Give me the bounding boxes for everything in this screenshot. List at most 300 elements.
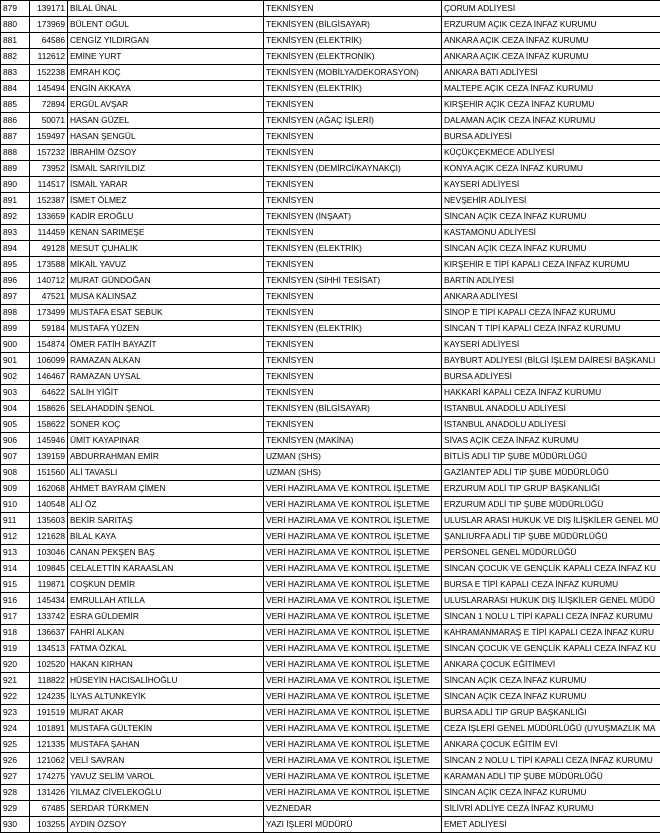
row-number-cell: 925 [1, 737, 30, 753]
row-number-cell: 920 [1, 657, 30, 673]
registry-number-cell: 119871 [30, 577, 68, 593]
row-number-cell: 916 [1, 593, 30, 609]
job-title-cell: TEKNİSYEN [264, 305, 442, 321]
job-title-cell: VERİ HAZIRLAMA VE KONTROL İŞLETME [264, 753, 442, 769]
table-row [1, 161, 660, 177]
table-row [1, 817, 660, 833]
registry-number-cell: 103255 [30, 817, 68, 833]
row-number-cell: 895 [1, 257, 30, 273]
table-row [1, 465, 660, 481]
table-row [1, 497, 660, 513]
job-title-cell: TEKNİSYEN (İNŞAAT) [264, 209, 442, 225]
row-number-cell: 890 [1, 177, 30, 193]
person-name-cell: İBRAHİM ÖZSOY [68, 145, 264, 161]
table-row [1, 305, 660, 321]
row-number-cell: 929 [1, 801, 30, 817]
row-number-cell: 910 [1, 497, 30, 513]
row-number-cell: 905 [1, 417, 30, 433]
table-row [1, 417, 660, 433]
person-name-cell: FAHRİ ALKAN [68, 625, 264, 641]
table-row [1, 481, 660, 497]
registry-number-cell: 121628 [30, 529, 68, 545]
registry-number-cell: 139171 [30, 1, 68, 17]
registry-number-cell: 106099 [30, 353, 68, 369]
person-name-cell: SALİH YİĞİT [68, 385, 264, 401]
registry-number-cell: 112612 [30, 49, 68, 65]
assigned-unit-cell: BARTIN ADLİYESİ [442, 273, 660, 289]
registry-number-cell: 133742 [30, 609, 68, 625]
assigned-unit-cell: ÇORUM ADLİYESİ [442, 1, 660, 17]
registry-number-cell: 151560 [30, 465, 68, 481]
person-name-cell: EMRAH KOÇ [68, 65, 264, 81]
person-name-cell: ERGÜL AVŞAR [68, 97, 264, 113]
person-name-cell: CENGİZ YILDIRGAN [68, 33, 264, 49]
person-name-cell: MUSTAFA ESAT SEBUK [68, 305, 264, 321]
person-name-cell: HAKAN KIRHAN [68, 657, 264, 673]
job-title-cell: VERİ HAZIRLAMA VE KONTROL İŞLETME [264, 721, 442, 737]
job-title-cell: TEKNİSYEN (BİLGİSAYAR) [264, 401, 442, 417]
registry-number-cell: 135603 [30, 513, 68, 529]
job-title-cell: TEKNİSYEN [264, 193, 442, 209]
job-title-cell: VERİ HAZIRLAMA VE KONTROL İŞLETME [264, 769, 442, 785]
registry-number-cell: 67485 [30, 801, 68, 817]
job-title-cell: TEKNİSYEN (ELEKTRİK) [264, 241, 442, 257]
row-number-cell: 883 [1, 65, 30, 81]
registry-number-cell: 64586 [30, 33, 68, 49]
job-title-cell: TEKNİSYEN [264, 385, 442, 401]
registry-number-cell: 103046 [30, 545, 68, 561]
registry-number-cell: 64622 [30, 385, 68, 401]
job-title-cell: TEKNİSYEN (ELEKTRİK) [264, 81, 442, 97]
row-number-cell: 899 [1, 321, 30, 337]
row-number-cell: 907 [1, 449, 30, 465]
table-row [1, 1, 660, 17]
registry-number-cell: 59184 [30, 321, 68, 337]
assigned-unit-cell: SİNCAN AÇIK CEZA İNFAZ KURUMU [442, 241, 660, 257]
table-row [1, 257, 660, 273]
table-row [1, 449, 660, 465]
row-number-cell: 884 [1, 81, 30, 97]
registry-number-cell: 145434 [30, 593, 68, 609]
person-name-cell: RAMAZAN ALKAN [68, 353, 264, 369]
assigned-unit-cell: ERZURUM ADLİ TIP GRUP BAŞKANLIĞI [442, 481, 660, 497]
job-title-cell: VEZNEDAR [264, 801, 442, 817]
table-row [1, 369, 660, 385]
person-name-cell: BEKİR SARITAŞ [68, 513, 264, 529]
job-title-cell: VERİ HAZIRLAMA VE KONTROL İŞLETME [264, 737, 442, 753]
person-name-cell: İSMAİL SARIYILDIZ [68, 161, 264, 177]
registry-number-cell: 159497 [30, 129, 68, 145]
table-row [1, 81, 660, 97]
table-row [1, 33, 660, 49]
registry-number-cell: 157232 [30, 145, 68, 161]
assigned-unit-cell: ANKARA ADLİYESİ [442, 289, 660, 305]
registry-number-cell: 114517 [30, 177, 68, 193]
person-name-cell: HASAN GÜZEL [68, 113, 264, 129]
assigned-unit-cell: PERSONEL GENEL MÜDÜRLÜĞÜ [442, 545, 660, 561]
row-number-cell: 911 [1, 513, 30, 529]
table-row [1, 577, 660, 593]
registry-number-cell: 145946 [30, 433, 68, 449]
table-row [1, 321, 660, 337]
row-number-cell: 896 [1, 273, 30, 289]
job-title-cell: VERİ HAZIRLAMA VE KONTROL İŞLETME [264, 561, 442, 577]
job-title-cell: TEKNİSYEN [264, 129, 442, 145]
row-number-cell: 885 [1, 97, 30, 113]
table-row [1, 737, 660, 753]
person-name-cell: MURAT AKAR [68, 705, 264, 721]
row-number-cell: 915 [1, 577, 30, 593]
assigned-unit-cell: ERZURUM ADLİ TIP ŞUBE MÜDÜRLÜĞÜ [442, 497, 660, 513]
person-name-cell: YILMAZ CİVELEKOĞLU [68, 785, 264, 801]
table-row [1, 177, 660, 193]
registry-number-cell: 174275 [30, 769, 68, 785]
job-title-cell: VERİ HAZIRLAMA VE KONTROL İŞLETME [264, 625, 442, 641]
job-title-cell: VERİ HAZIRLAMA VE KONTROL İŞLETME [264, 689, 442, 705]
job-title-cell: VERİ HAZIRLAMA VE KONTROL İŞLETME [264, 673, 442, 689]
job-title-cell: TEKNİSYEN [264, 177, 442, 193]
row-number-cell: 914 [1, 561, 30, 577]
row-number-cell: 897 [1, 289, 30, 305]
table-row [1, 209, 660, 225]
assigned-unit-cell: SİNCAN ÇOCUK VE GENÇLİK KAPALI CEZA İNFAZ KU [442, 561, 660, 577]
assigned-unit-cell: SİNCAN AÇIK CEZA İNFAZ KURUMU [442, 209, 660, 225]
registry-number-cell: 139159 [30, 449, 68, 465]
row-number-cell: 913 [1, 545, 30, 561]
job-title-cell: TEKNİSYEN (ELEKTRİK) [264, 321, 442, 337]
table-row [1, 705, 660, 721]
job-title-cell: VERİ HAZIRLAMA VE KONTROL İŞLETME [264, 497, 442, 513]
table-row [1, 289, 660, 305]
table-row [1, 385, 660, 401]
job-title-cell: TEKNİSYEN (AĞAÇ İŞLERİ) [264, 113, 442, 129]
row-number-cell: 902 [1, 369, 30, 385]
registry-number-cell: 121335 [30, 737, 68, 753]
registry-number-cell: 114459 [30, 225, 68, 241]
assigned-unit-cell: ERZURUM AÇIK CEZA İNFAZ KURUMU [442, 17, 660, 33]
job-title-cell: TEKNİSYEN [264, 353, 442, 369]
assigned-unit-cell: KONYA AÇIK CEZA İNFAZ KURUMU [442, 161, 660, 177]
assigned-unit-cell: KIRŞEHİR E TİPİ KAPALI CEZA İNFAZ KURUMU [442, 257, 660, 273]
person-name-cell: MUSTAFA ŞAHAN [68, 737, 264, 753]
table-row [1, 513, 660, 529]
assigned-unit-cell: GAZİANTEP ADLİ TIP ŞUBE MÜDÜRLÜĞÜ [442, 465, 660, 481]
person-name-cell: AYDIN ÖZSOY [68, 817, 264, 833]
row-number-cell: 894 [1, 241, 30, 257]
job-title-cell: TEKNİSYEN (MAKİNA) [264, 433, 442, 449]
job-title-cell: TEKNİSYEN [264, 257, 442, 273]
row-number-cell: 924 [1, 721, 30, 737]
person-name-cell: KADİR EROĞLU [68, 209, 264, 225]
table-row [1, 609, 660, 625]
person-name-cell: İSMAİL YARAR [68, 177, 264, 193]
row-number-cell: 930 [1, 817, 30, 833]
registry-number-cell: 50071 [30, 113, 68, 129]
person-name-cell: CELALETTİN KARAASLAN [68, 561, 264, 577]
assigned-unit-cell: ANKARA BATI ADLİYESİ [442, 65, 660, 81]
job-title-cell: VERİ HAZIRLAMA VE KONTROL İŞLETME [264, 785, 442, 801]
person-name-cell: BİLAL KAYA [68, 529, 264, 545]
job-title-cell: UZMAN (SHS) [264, 449, 442, 465]
row-number-cell: 881 [1, 33, 30, 49]
registry-number-cell: 72894 [30, 97, 68, 113]
registry-number-cell: 152238 [30, 65, 68, 81]
person-name-cell: MUSA KALINSAZ [68, 289, 264, 305]
job-title-cell: TEKNİSYEN [264, 369, 442, 385]
registry-number-cell: 136637 [30, 625, 68, 641]
registry-number-cell: 152387 [30, 193, 68, 209]
table-row [1, 753, 660, 769]
registry-number-cell: 140712 [30, 273, 68, 289]
row-number-cell: 880 [1, 17, 30, 33]
person-name-cell: HÜSEYİN HACISALİHOĞLU [68, 673, 264, 689]
person-name-cell: BÜLENT OĞUL [68, 17, 264, 33]
job-title-cell: TEKNİSYEN [264, 337, 442, 353]
assigned-unit-cell: KAYSERİ ADLİYESİ [442, 337, 660, 353]
table-row [1, 193, 660, 209]
row-number-cell: 923 [1, 705, 30, 721]
job-title-cell: TEKNİSYEN (DEMİRCİ/KAYNAKÇI) [264, 161, 442, 177]
assigned-unit-cell: BURSA ADLİ TIP GRUP BAŞKANLIĞI [442, 705, 660, 721]
row-number-cell: 898 [1, 305, 30, 321]
assigned-unit-cell: NEVŞEHİR ADLİYESİ [442, 193, 660, 209]
row-number-cell: 891 [1, 193, 30, 209]
registry-number-cell: 145494 [30, 81, 68, 97]
row-number-cell: 882 [1, 49, 30, 65]
assigned-unit-cell: SİNCAN AÇIK CEZA İNFAZ KURUMU [442, 785, 660, 801]
row-number-cell: 928 [1, 785, 30, 801]
registry-number-cell: 109845 [30, 561, 68, 577]
row-number-cell: 904 [1, 401, 30, 417]
table-row [1, 337, 660, 353]
registry-number-cell: 173969 [30, 17, 68, 33]
person-name-cell: ESRA GÜLDEMİR [68, 609, 264, 625]
row-number-cell: 922 [1, 689, 30, 705]
person-name-cell: ENGİN AKKAYA [68, 81, 264, 97]
registry-number-cell: 102520 [30, 657, 68, 673]
registry-number-cell: 47521 [30, 289, 68, 305]
table-row [1, 65, 660, 81]
assigned-unit-cell: ŞANLIURFA ADLİ TIP ŞUBE MÜDÜRLÜĞÜ [442, 529, 660, 545]
assigned-unit-cell: BAYBURT ADLİYESİ (BİLGİ İŞLEM DAİRESİ BAŞKANLI [442, 353, 660, 369]
registry-number-cell: 158626 [30, 401, 68, 417]
job-title-cell: VERİ HAZIRLAMA VE KONTROL İŞLETME [264, 481, 442, 497]
assigned-unit-cell: SİNOP E TİPİ KAPALI CEZA İNFAZ KURUMU [442, 305, 660, 321]
row-number-cell: 919 [1, 641, 30, 657]
registry-number-cell: 140548 [30, 497, 68, 513]
row-number-cell: 887 [1, 129, 30, 145]
person-name-cell: ABDURRAHMAN EMİR [68, 449, 264, 465]
row-number-cell: 888 [1, 145, 30, 161]
person-name-cell: SELAHADDİN ŞENOL [68, 401, 264, 417]
assigned-unit-cell: KAHRAMANMARAŞ E TİPİ KAPALI CEZA İNFAZ KURU [442, 625, 660, 641]
assigned-unit-cell: EMET ADLİYESİ [442, 817, 660, 833]
person-name-cell: ALİ TAVASLI [68, 465, 264, 481]
person-name-cell: CANAN PEKŞEN BAŞ [68, 545, 264, 561]
job-title-cell: VERİ HAZIRLAMA VE KONTROL İŞLETME [264, 593, 442, 609]
assigned-unit-cell: KASTAMONU ADLİYESİ [442, 225, 660, 241]
table-row [1, 785, 660, 801]
job-title-cell: VERİ HAZIRLAMA VE KONTROL İŞLETME [264, 529, 442, 545]
row-number-cell: 892 [1, 209, 30, 225]
row-number-cell: 927 [1, 769, 30, 785]
assigned-unit-cell: SİNCAN 2 NOLU L TİPİ KAPALI CEZA İNFAZ KURUMU [442, 753, 660, 769]
table-row [1, 545, 660, 561]
person-name-cell: ÖMER FATİH BAYAZİT [68, 337, 264, 353]
assigned-unit-cell: BURSA ADLİYESİ [442, 129, 660, 145]
assigned-unit-cell: SİNCAN 1 NOLU L TİPİ KAPALI CEZA İNFAZ KURUMU [442, 609, 660, 625]
roster-body [1, 1, 660, 833]
registry-number-cell: 162068 [30, 481, 68, 497]
job-title-cell: YAZI İŞLERİ MÜDÜRÜ [264, 817, 442, 833]
table-row [1, 273, 660, 289]
table-row [1, 353, 660, 369]
job-title-cell: VERİ HAZIRLAMA VE KONTROL İŞLETME [264, 705, 442, 721]
person-name-cell: SERDAR TÜRKMEN [68, 801, 264, 817]
row-number-cell: 901 [1, 353, 30, 369]
table-row [1, 673, 660, 689]
person-name-cell: HASAN ŞENGÜL [68, 129, 264, 145]
assigned-unit-cell: İSTANBUL ANADOLU ADLİYESİ [442, 417, 660, 433]
row-number-cell: 917 [1, 609, 30, 625]
assigned-unit-cell: SİNCAN T TİPİ KAPALI CEZA İNFAZ KURUMU [442, 321, 660, 337]
row-number-cell: 912 [1, 529, 30, 545]
table-row [1, 113, 660, 129]
job-title-cell: VERİ HAZIRLAMA VE KONTROL İŞLETME [264, 577, 442, 593]
assigned-unit-cell: DALAMAN AÇIK CEZA İNFAZ KURUMU [442, 113, 660, 129]
registry-number-cell: 49128 [30, 241, 68, 257]
person-name-cell: FATMA ÖZKAL [68, 641, 264, 657]
person-name-cell: AHMET BAYRAM ÇİMEN [68, 481, 264, 497]
job-title-cell: TEKNİSYEN [264, 289, 442, 305]
assigned-unit-cell: ANKARA AÇIK CEZA İNFAZ KURUMU [442, 49, 660, 65]
job-title-cell: VERİ HAZIRLAMA VE KONTROL İŞLETME [264, 513, 442, 529]
row-number-cell: 906 [1, 433, 30, 449]
job-title-cell: TEKNİSYEN [264, 145, 442, 161]
job-title-cell: TEKNİSYEN [264, 97, 442, 113]
assigned-unit-cell: SİNCAN AÇIK CEZA İNFAZ KURUMU [442, 673, 660, 689]
table-row [1, 689, 660, 705]
registry-number-cell: 121062 [30, 753, 68, 769]
table-row [1, 17, 660, 33]
job-title-cell: VERİ HAZIRLAMA VE KONTROL İŞLETME [264, 641, 442, 657]
assigned-unit-cell: BURSA E TİPİ KAPALI CEZA İNFAZ KURUMU [442, 577, 660, 593]
assigned-unit-cell: KIRŞEHİR AÇIK CEZA İNFAZ KURUMU [442, 97, 660, 113]
assigned-unit-cell: CEZA İŞLERİ GENEL MÜDÜRLÜĞÜ (UYUŞMAZLIK MA [442, 721, 660, 737]
table-row [1, 145, 660, 161]
registry-number-cell: 191519 [30, 705, 68, 721]
table-row [1, 801, 660, 817]
row-number-cell: 926 [1, 753, 30, 769]
job-title-cell: VERİ HAZIRLAMA VE KONTROL İŞLETME [264, 657, 442, 673]
assigned-unit-cell: ULUSLARARASI HUKUK DIŞ İLİŞKİLER GENEL MÜDÜ [442, 593, 660, 609]
registry-number-cell: 73952 [30, 161, 68, 177]
job-title-cell: TEKNİSYEN (ELEKTRONİK) [264, 49, 442, 65]
person-name-cell: RAMAZAN UYSAL [68, 369, 264, 385]
registry-number-cell: 173499 [30, 305, 68, 321]
assigned-unit-cell: KÜÇÜKÇEKMECE ADLİYESİ [442, 145, 660, 161]
row-number-cell: 900 [1, 337, 30, 353]
table-row [1, 225, 660, 241]
person-name-cell: BİLAL ÜNAL [68, 1, 264, 17]
row-number-cell: 879 [1, 1, 30, 17]
job-title-cell: TEKNİSYEN [264, 417, 442, 433]
table-row [1, 241, 660, 257]
registry-number-cell: 124235 [30, 689, 68, 705]
person-name-cell: MİKAİL YAVUZ [68, 257, 264, 273]
assigned-unit-cell: ANKARA ÇOCUK EĞİTİM EVİ [442, 737, 660, 753]
registry-number-cell: 101891 [30, 721, 68, 737]
registry-number-cell: 154874 [30, 337, 68, 353]
person-name-cell: EMİNE YURT [68, 49, 264, 65]
person-name-cell: COŞKUN DEMİR [68, 577, 264, 593]
registry-number-cell: 131426 [30, 785, 68, 801]
assigned-unit-cell: HAKKARİ KAPALI CEZA İNFAZ KURUMU [442, 385, 660, 401]
person-name-cell: KENAN SARIMEŞE [68, 225, 264, 241]
assigned-unit-cell: ULUSLAR ARASI HUKUK VE DIŞ İLİŞKİLER GENEL MÜ [442, 513, 660, 529]
job-title-cell: UZMAN (SHS) [264, 465, 442, 481]
job-title-cell: TEKNİSYEN [264, 225, 442, 241]
table-row [1, 641, 660, 657]
row-number-cell: 903 [1, 385, 30, 401]
registry-number-cell: 158622 [30, 417, 68, 433]
assigned-unit-cell: ANKARA ÇOCUK EĞİTİMEVİ [442, 657, 660, 673]
person-name-cell: İLYAS ALTUNKEYİK [68, 689, 264, 705]
registry-number-cell: 118822 [30, 673, 68, 689]
assigned-unit-cell: SİVAS AÇIK CEZA İNFAZ KURUMU [442, 433, 660, 449]
row-number-cell: 886 [1, 113, 30, 129]
job-title-cell: TEKNİSYEN [264, 1, 442, 17]
job-title-cell: TEKNİSYEN (SIHHİ TESİSAT) [264, 273, 442, 289]
table-row [1, 97, 660, 113]
assigned-unit-cell: SİNCAN AÇIK CEZA İNFAZ KURUMU [442, 689, 660, 705]
table-row [1, 129, 660, 145]
registry-number-cell: 134513 [30, 641, 68, 657]
assigned-unit-cell: ANKARA AÇIK CEZA İNFAZ KURUMU [442, 33, 660, 49]
table-row [1, 529, 660, 545]
table-row [1, 657, 660, 673]
job-title-cell: VERİ HAZIRLAMA VE KONTROL İŞLETME [264, 545, 442, 561]
row-number-cell: 893 [1, 225, 30, 241]
person-name-cell: VELİ SAVRAN [68, 753, 264, 769]
person-name-cell: MUSTAFA YÜZEN [68, 321, 264, 337]
person-name-cell: SONER KOÇ [68, 417, 264, 433]
registry-number-cell: 173588 [30, 257, 68, 273]
assigned-unit-cell: SİLİVRİ ADLİYE CEZA İNFAZ KURUMU [442, 801, 660, 817]
person-name-cell: MURAT GÜNDOĞAN [68, 273, 264, 289]
assigned-unit-cell: SİNCAN ÇOCUK VE GENÇLİK KAPALI CEZA İNFAZ KU [442, 641, 660, 657]
person-name-cell: İSMET ÖLMEZ [68, 193, 264, 209]
row-number-cell: 908 [1, 465, 30, 481]
row-number-cell: 909 [1, 481, 30, 497]
person-name-cell: MUSTAFA GÜLTEKİN [68, 721, 264, 737]
table-row [1, 625, 660, 641]
assigned-unit-cell: İSTANBUL ANADOLU ADLİYESİ [442, 401, 660, 417]
job-title-cell: VERİ HAZIRLAMA VE KONTROL İŞLETME [264, 609, 442, 625]
assigned-unit-cell: KAYSERİ ADLİYESİ [442, 177, 660, 193]
job-title-cell: TEKNİSYEN (BİLGİSAYAR) [264, 17, 442, 33]
assigned-unit-cell: BURSA ADLİYESİ [442, 369, 660, 385]
table-row [1, 401, 660, 417]
row-number-cell: 918 [1, 625, 30, 641]
job-title-cell: TEKNİSYEN (MOBİLYA/DEKORASYON) [264, 65, 442, 81]
person-name-cell: YAVUZ SELİM VAROL [68, 769, 264, 785]
assigned-unit-cell: BİTLİS ADLİ TIP ŞUBE MÜDÜRLÜĞÜ [442, 449, 660, 465]
table-row [1, 49, 660, 65]
assigned-unit-cell: KARAMAN ADLİ TIP ŞUBE MÜDÜRLÜĞÜ [442, 769, 660, 785]
person-name-cell: EMRULLAH ATİLLA [68, 593, 264, 609]
person-name-cell: ÜMİT KAYAPINAR [68, 433, 264, 449]
